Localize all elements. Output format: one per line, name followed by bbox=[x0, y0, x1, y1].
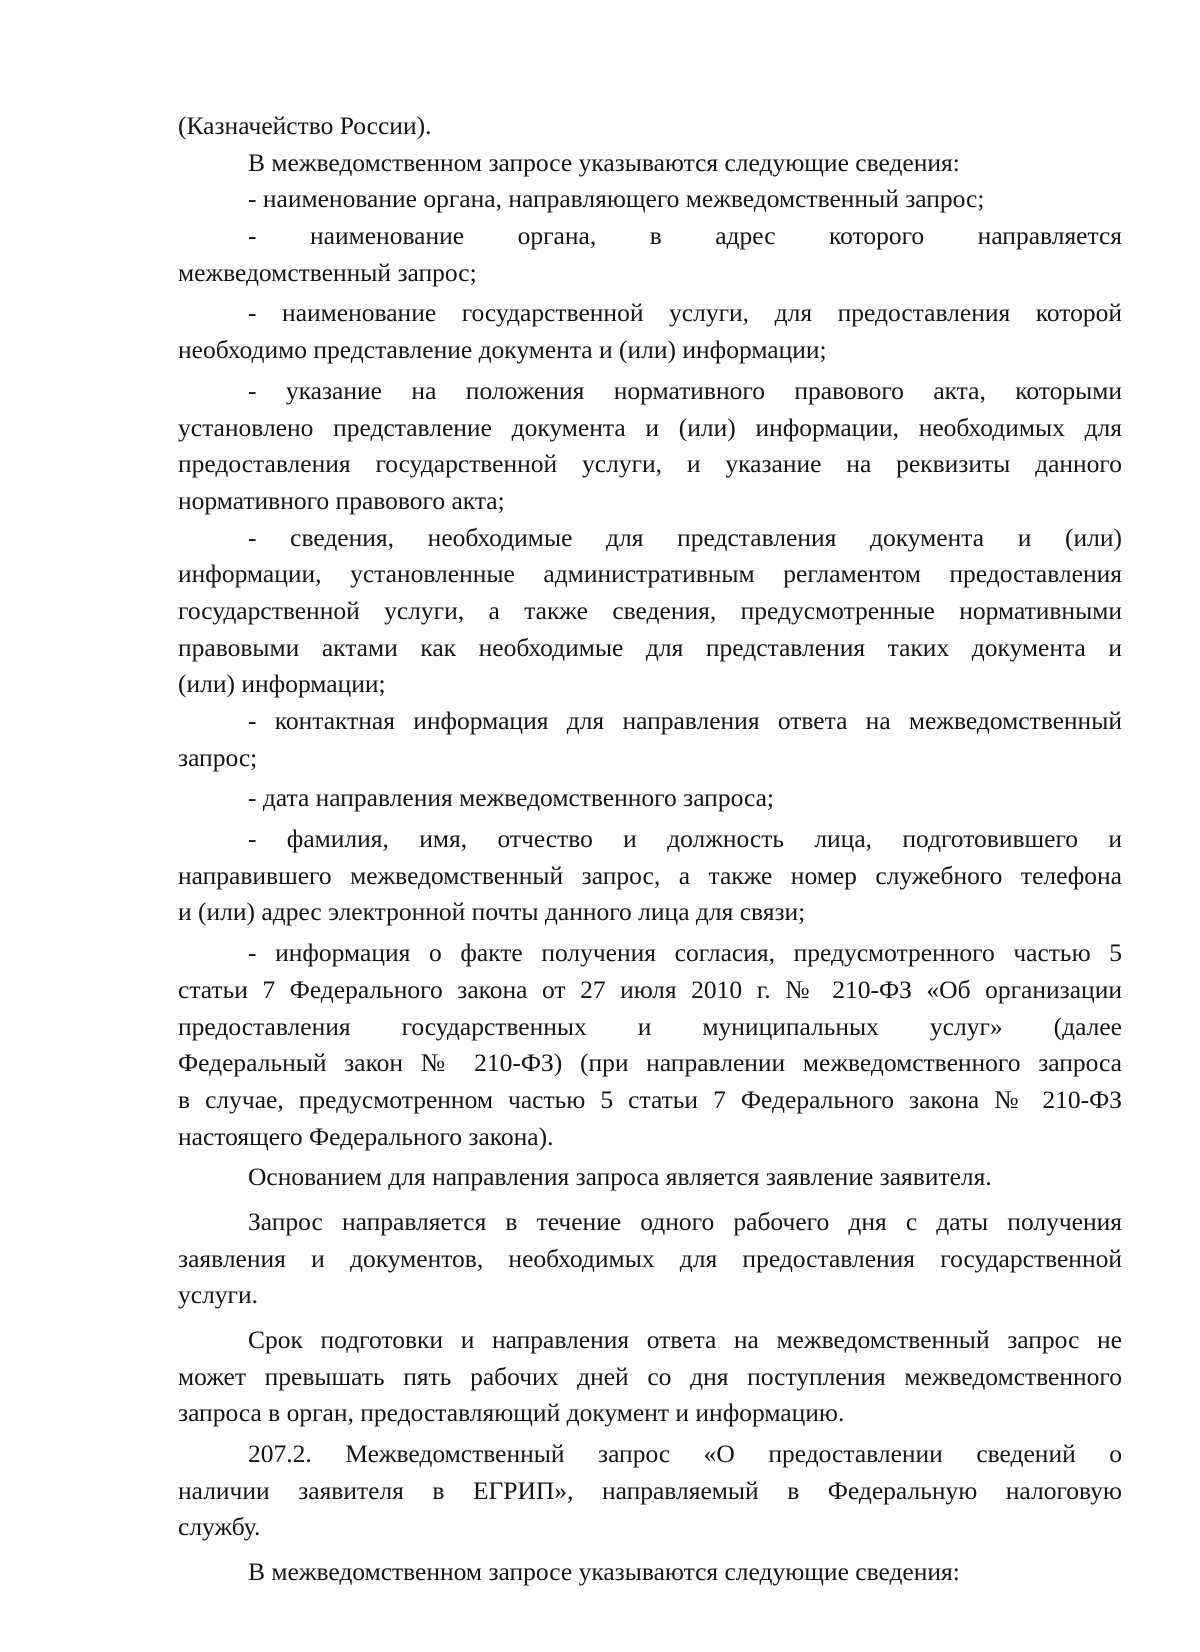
text-line: межведомственный запрос; bbox=[178, 257, 477, 287]
text-line: В межведомственном запросе указываются следующие сведения: bbox=[248, 147, 960, 177]
text-line: Федеральный закон № 210-ФЗ) (при направлении межведомственного запроса bbox=[178, 1048, 1122, 1078]
text-line: Срок подготовки и направления ответа на межведомственный запрос не bbox=[248, 1325, 1122, 1354]
text-line: статьи 7 Федерального закона от 27 июля 2010 г. № 210-ФЗ «Об организации bbox=[178, 974, 1122, 1004]
text-line: и (или) адрес электронной почты данного лица для связи; bbox=[178, 897, 806, 927]
text-line: (Казначейство России). bbox=[178, 111, 432, 140]
text-line: может превышать пять рабочих дней со дня поступления межведомственного bbox=[178, 1361, 1122, 1391]
text-line: (или) информации; bbox=[178, 669, 386, 699]
text-line: - наименование государственной услуги, для предоставления которой bbox=[248, 298, 1122, 328]
text-line: предоставления государственных и муниципальных услуг» (далее bbox=[178, 1011, 1122, 1041]
text-line: 207.2. Межведомственный запрос «О предоставлении сведений о bbox=[248, 1439, 1122, 1469]
text-line: необходимо представление документа и (или) информации; bbox=[178, 335, 827, 365]
text-line: - информация о факте получения согласия, предусмотренного частью 5 bbox=[248, 938, 1122, 968]
document-page bbox=[178, 108, 1122, 1591]
text-line: - дата направления межведомственного запроса; bbox=[248, 783, 774, 813]
text-line: - наименование органа, направляющего межведомственный запрос; bbox=[248, 184, 985, 214]
text-line: службу. bbox=[178, 1512, 261, 1542]
text-line: запрос; bbox=[178, 742, 258, 772]
text-line: государственной услуги, а также сведения, предусмотренные нормативными bbox=[178, 595, 1122, 625]
text-line: - сведения, необходимые для представления документа и (или) bbox=[248, 522, 1122, 552]
text-line: - наименование органа, в адрес которого направляется bbox=[248, 221, 1122, 251]
text-line: - контактная информация для направления ответа на межведомственный bbox=[248, 706, 1122, 735]
text-line: услуги. bbox=[178, 1280, 259, 1310]
text-line: - указание на положения нормативного правового акта, которыми bbox=[248, 375, 1122, 405]
text-line: В межведомственном запросе указываются следующие сведения: bbox=[248, 1557, 960, 1587]
text-line: запроса в орган, предоставляющий документ и информацию. bbox=[178, 1398, 845, 1428]
text-line: предоставления государственной услуги, и указание на реквизиты данного bbox=[178, 449, 1122, 479]
text-line: нормативного правового акта; bbox=[178, 485, 505, 515]
text-line: наличии заявителя в ЕГРИП», направляемый в Федеральную налоговую bbox=[178, 1475, 1122, 1505]
text-line: информации, установленные административным регламентом предоставления bbox=[178, 559, 1122, 589]
text-line: установлено представление документа и (или) информации, необходимых для bbox=[178, 412, 1122, 442]
text-line: заявления и документов, необходимых для предоставления государственной bbox=[178, 1243, 1122, 1273]
text-line: настоящего Федерального закона). bbox=[178, 1121, 554, 1151]
text-line: в случае, предусмотренном частью 5 статьи 7 Федерального закона № 210-ФЗ bbox=[178, 1084, 1122, 1114]
text-line: Запрос направляется в течение одного рабочего дня с даты получения bbox=[248, 1206, 1122, 1236]
text-line: направившего межведомственный запрос, а также номер служебного телефона bbox=[178, 860, 1122, 890]
text-line: - фамилия, имя, отчество и должность лица, подготовившего и bbox=[248, 824, 1122, 854]
text-line: Основанием для направления запроса является заявление заявителя. bbox=[248, 1162, 992, 1192]
text-line: правовыми актами как необходимые для представления таких документа и bbox=[178, 632, 1122, 662]
